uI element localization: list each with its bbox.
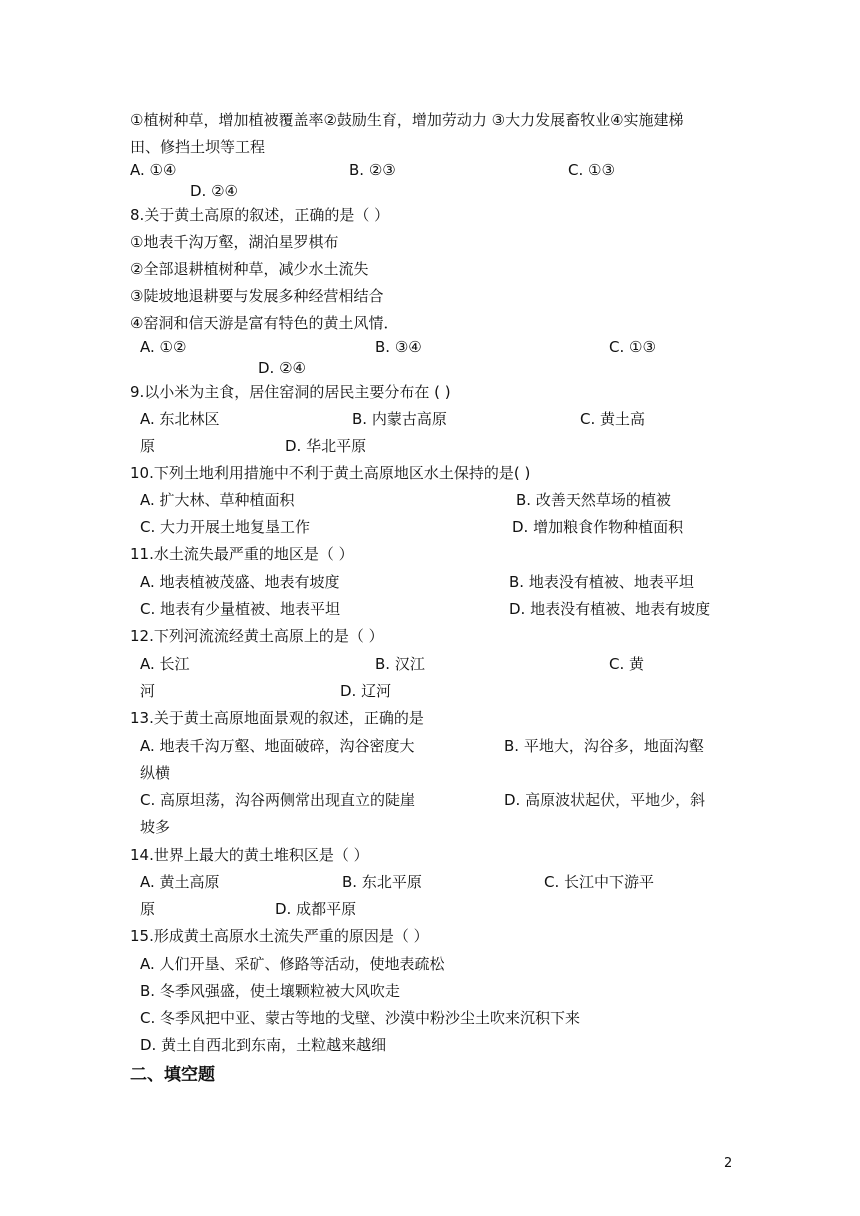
q10-option-a: A. 扩大林、草种植面积 <box>140 491 295 509</box>
q13-option-d-cont: 坡多 <box>140 818 171 836</box>
q8-option-d: D. ②④ <box>258 359 306 377</box>
q9-option-c: C. 黄土高 <box>580 410 646 428</box>
q9-option-d: D. 华北平原 <box>285 437 367 455</box>
q10-option-b: B. 改善天然草场的植被 <box>516 491 671 509</box>
q12-stem: 12.下列河流流经黄土高原上的是（ ） <box>130 627 384 645</box>
q13-option-d: D. 高原波状起伏，平地少，斜 <box>504 791 706 809</box>
q11-option-a: A. 地表植被茂盛、地表有坡度 <box>140 573 340 591</box>
page-number: 2 <box>724 1156 733 1171</box>
q14-option-c-cont: 原 <box>140 900 156 918</box>
section-heading-fill-in: 二、填空题 <box>130 1065 215 1085</box>
q12-option-c-cont: 河 <box>140 682 156 700</box>
q10-stem: 10.下列土地利用措施中不利于黄土高原地区水土保持的是( ) <box>130 464 531 482</box>
q15-option-a: A. 人们开垦、采矿、修路等活动，使地表疏松 <box>140 955 445 973</box>
q15-option-d: D. 黄土自西北到东南，土粒越来越细 <box>140 1036 387 1054</box>
q15-option-b: B. 冬季风强盛，使土壤颗粒被大风吹走 <box>140 982 400 1000</box>
q14-option-d: D. 成都平原 <box>275 900 357 918</box>
q7-option-d: D. ②④ <box>190 182 238 200</box>
q8-option-a: A. ①② <box>140 338 187 356</box>
q14-stem: 14.世界上最大的黄土堆积区是（ ） <box>130 846 369 864</box>
q8-stem: 8.关于黄土高原的叙述，正确的是（ ） <box>130 206 390 224</box>
q8-option-c: C. ①③ <box>609 338 656 356</box>
q8-option-b: B. ③④ <box>375 338 422 356</box>
q8-statement-4: ④窑洞和信天游是富有特色的黄土风情． <box>130 314 399 332</box>
q14-option-a: A. 黄土高原 <box>140 873 220 891</box>
q9-option-c-cont: 原 <box>140 437 156 455</box>
q8-statement-1: ①地表千沟万壑，湖泊星罗棋布 <box>130 233 339 251</box>
q12-option-c: C. 黄 <box>609 655 645 673</box>
q7-statement-line2: 田、修挡土坝等工程 <box>130 138 266 156</box>
q9-option-a: A. 东北林区 <box>140 410 220 428</box>
q7-option-a: A. ①④ <box>130 161 177 179</box>
q13-option-a: A. 地表千沟万壑、地面破碎，沟谷密度大 <box>140 737 415 755</box>
q11-stem: 11.水土流失最严重的地区是（ ） <box>130 545 354 563</box>
q11-option-d: D. 地表没有植被、地表有坡度 <box>509 600 711 618</box>
q11-option-b: B. 地表没有植被、地表平坦 <box>509 573 694 591</box>
q7-option-b: B. ②③ <box>349 161 396 179</box>
q12-option-a: A. 长江 <box>140 655 190 673</box>
q12-option-d: D. 辽河 <box>340 682 392 700</box>
q13-option-b-cont: 纵横 <box>140 764 171 782</box>
q13-stem: 13.关于黄土高原地面景观的叙述，正确的是 <box>130 709 424 727</box>
q7-statement-line1: ①植树种草，增加植被覆盖率②鼓励生育，增加劳动力 ③大力发展畜牧业④实施建梯 <box>130 111 684 129</box>
q14-option-c: C. 长江中下游平 <box>544 873 655 891</box>
q10-option-d: D. 增加粮食作物种植面积 <box>512 518 684 536</box>
q8-statement-2: ②全部退耕植树种草，减少水土流失 <box>130 260 369 278</box>
q8-statement-3: ③陡坡地退耕要与发展多种经营相结合 <box>130 287 384 305</box>
q15-stem: 15.形成黄土高原水土流失严重的原因是（ ） <box>130 927 429 945</box>
q10-option-c: C. 大力开展土地复垦工作 <box>140 518 311 536</box>
q13-option-b: B. 平地大，沟谷多，地面沟壑 <box>504 737 704 755</box>
q14-option-b: B. 东北平原 <box>342 873 422 891</box>
q11-option-c: C. 地表有少量植被、地表平坦 <box>140 600 341 618</box>
q12-option-b: B. 汉江 <box>375 655 425 673</box>
q13-option-c: C. 高原坦荡，沟谷两侧常出现直立的陡崖 <box>140 791 416 809</box>
q9-option-b: B. 内蒙古高原 <box>352 410 447 428</box>
q7-option-c: C. ①③ <box>568 161 615 179</box>
q15-option-c: C. 冬季风把中亚、蒙古等地的戈壁、沙漠中粉沙尘土吹来沉积下来 <box>140 1009 581 1027</box>
q9-stem: 9.以小米为主食，居住窑洞的居民主要分布在 ( ) <box>130 383 451 401</box>
